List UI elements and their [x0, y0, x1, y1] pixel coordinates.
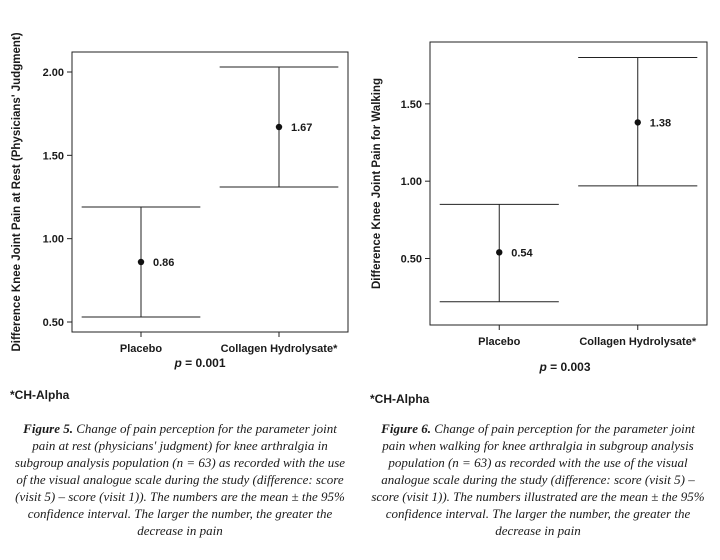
chart2-y-tick-label: 0.50 — [400, 253, 422, 266]
chart1-plot-frame — [72, 52, 348, 332]
chart1-data-label: 1.67 — [291, 122, 313, 134]
caption-left — [10, 420, 350, 539]
chart1-y-tick-label: 1.50 — [42, 150, 64, 163]
chart2-y-tick-label: 1.50 — [400, 98, 422, 111]
chart2-data-label: 0.54 — [511, 247, 533, 260]
caption-label: Figure 5. — [23, 421, 73, 436]
chart1-data-label: 0.86 — [153, 257, 175, 269]
chart2-mean-point — [635, 119, 641, 125]
chart1-mean-point — [138, 259, 144, 265]
chart2-plot-frame — [430, 42, 707, 325]
p-value-right: p = 0.003 — [539, 360, 591, 374]
caption-label: Figure 6. — [381, 421, 431, 436]
chart2-data-label: 1.38 — [649, 117, 672, 130]
chart1-y-tick-label: 2.00 — [42, 67, 64, 79]
footnote-left: *CH-Alpha — [10, 388, 70, 402]
chart1-y-axis-label: Difference Knee Joint Pain at Rest (Physicians' Judgment) — [11, 32, 23, 352]
chart1-x-tick-label: Collagen Hydrolysate* — [220, 343, 338, 355]
chart1-x-tick-label: Placebo — [119, 343, 163, 355]
caption-text: Change of pain perception for the parameter joint pain when walking for knee arthralgia in subgroup analysis population (n = 63) as recorded with the use of the visual analogue scale during the study (difference: score (visit 5) – score (visit 1)). The numbers illustrated are the mean ± the 95% confidence interval. The larger the number, the greater the decrease in pain — [371, 421, 705, 538]
caption-right — [368, 420, 708, 539]
caption-text: Change of pain perception for the parameter joint pain at rest (physicians' judgment) for knee arthralgia in subgroup analysis population (n = 63) as recorded with the use of the visual analogue scale during the study (difference: score (visit 5) – score (visit 1)). The numbers are the mean ± the 95% confidence interval. The larger the number, the greater the decrease in pain — [14, 421, 346, 538]
chart1-y-tick-label: 1.00 — [42, 233, 64, 246]
footnote-right: *CH-Alpha — [370, 392, 430, 406]
chart2-x-tick-label: Placebo — [478, 336, 521, 348]
chart2-mean-point — [496, 249, 502, 255]
chart2-y-tick-label: 1.00 — [400, 176, 422, 189]
chart1-mean-point — [276, 124, 282, 130]
chart2-y-axis-label: Difference Knee Joint Pain for Walking — [371, 77, 383, 290]
chart1-y-tick-label: 0.50 — [42, 317, 64, 329]
p-value-left: p = 0.001 — [174, 356, 226, 370]
chart2-x-tick-label: Collagen Hydrolysate* — [579, 336, 697, 348]
